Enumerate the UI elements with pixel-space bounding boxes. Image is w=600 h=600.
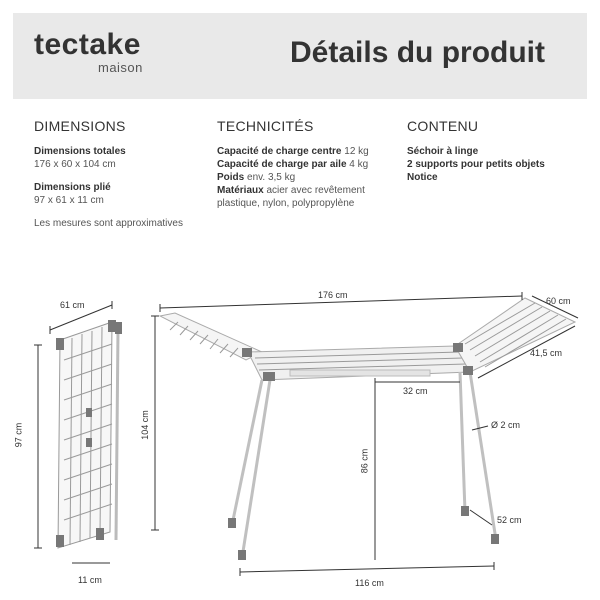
total-dimensions-label: Dimensions totales bbox=[34, 146, 126, 157]
contents-item: Séchoir à linge bbox=[407, 146, 479, 157]
folded-dimensions-value: 97 x 61 x 11 cm bbox=[34, 195, 104, 206]
tech-heading: TECHNICITÉS bbox=[217, 118, 314, 134]
rail-diameter-label: Ø 2 cm bbox=[491, 420, 521, 430]
contents-heading: CONTENU bbox=[407, 118, 479, 134]
dimensions-heading: DIMENSIONS bbox=[34, 118, 126, 134]
wing-width-label: 60 cm bbox=[546, 296, 571, 306]
base-width-label: 116 cm bbox=[355, 578, 384, 588]
shelf-depth-label: 32 cm bbox=[403, 386, 428, 396]
contents-item: 2 supports pour petits objets bbox=[407, 159, 545, 170]
total-length-label: 176 cm bbox=[318, 290, 348, 300]
tech-item: Capacité de charge centre 12 kg bbox=[217, 146, 369, 157]
middle-height-label: 86 cm bbox=[359, 448, 370, 474]
approx-note: Les mesures sont approximatives bbox=[34, 218, 183, 229]
brand-name: tectake bbox=[34, 28, 141, 61]
height-label: 104 cm bbox=[139, 410, 150, 440]
contents-item: Notice bbox=[407, 172, 438, 183]
wing-length-label: 41,5 cm bbox=[530, 348, 563, 358]
total-dimensions-value: 176 x 60 x 104 cm bbox=[34, 159, 116, 170]
tech-item: Capacité de charge par aile 4 kg bbox=[217, 159, 369, 170]
folded-width-label: 61 cm bbox=[60, 300, 85, 310]
folded-depth-label: 11 cm bbox=[78, 575, 102, 585]
foot-depth-label: 52 cm bbox=[497, 515, 522, 525]
folded-height-label: 97 cm bbox=[13, 422, 24, 448]
page-title: Détails du produit bbox=[290, 36, 545, 69]
tech-item: Poids env. 3,5 kg bbox=[217, 172, 296, 183]
tech-item: Matériaux acier avec revêtement plastique, nylon, polypropylène bbox=[217, 185, 365, 209]
brand-subtitle: maison bbox=[97, 60, 143, 75]
folded-dimensions-label: Dimensions plié bbox=[34, 182, 111, 193]
folded-rack-drawing bbox=[56, 320, 122, 548]
